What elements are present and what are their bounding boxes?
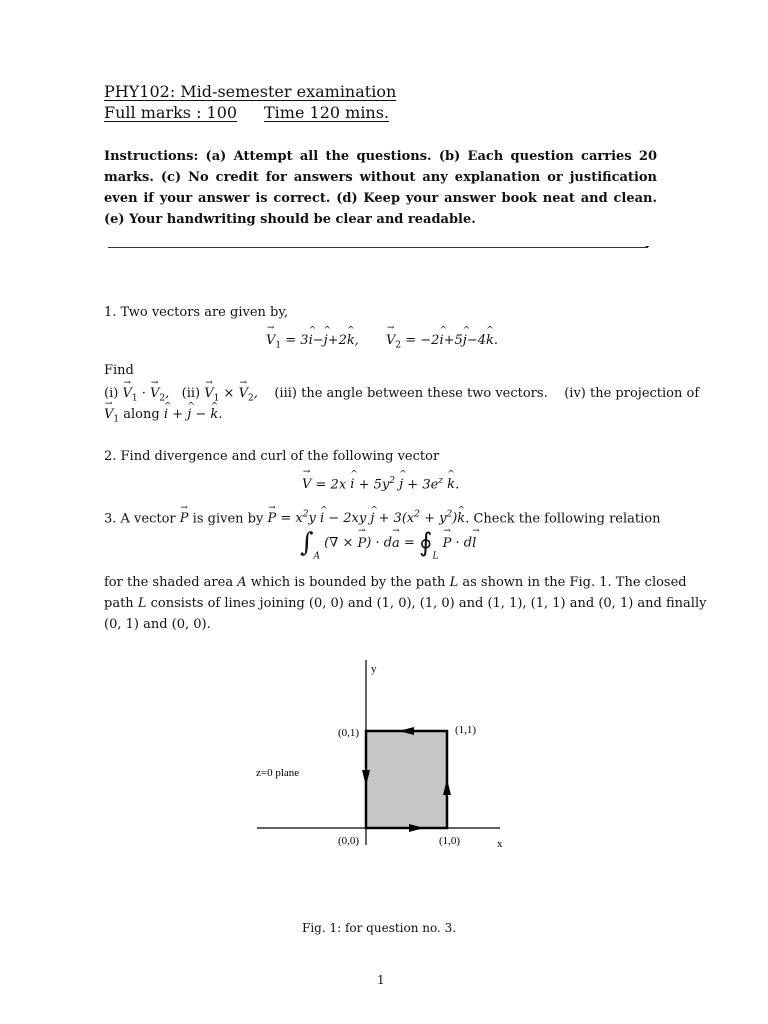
q1-parts-line: $(i) \to V_1$ · → $V_2$, $(ii) \to V_1$ × → $V_2$, (iii) the angle between these two vectors. (iv) the projection of [104, 383, 657, 410]
fig-label-00: (0,0) [338, 835, 360, 847]
fig-plane-label: z=0 plane [256, 767, 300, 779]
q1-projection-line: → $V_1$ along ^ i + ^ j − ^ k. [104, 404, 222, 431]
fig1-caption: Fig. 1: for question no. 3. [302, 921, 457, 935]
fig-label-11: (1,1) [455, 724, 477, 736]
divider-end: - [645, 239, 650, 254]
fig-x-label: x [497, 838, 503, 850]
q2-vector-equation: → V = 2x ^ $i + 5y^2$ ^ $j + 3e^z$ ^ k. [302, 476, 459, 492]
exam-title: PHY102: Mid-semester examination [104, 82, 397, 101]
q1-find: Find [104, 363, 134, 378]
fig-label-01: (0,1) [338, 727, 360, 739]
q1-part-i: (i) [104, 386, 119, 401]
q3-body-1b: which is bounded by the path [250, 575, 446, 590]
fig-label-10: (1,0) [439, 835, 461, 847]
q3-body-1c: as shown in the Fig. 1. The closed [462, 575, 687, 590]
q2-intro: 2. Find divergence and curl of the following vector [104, 449, 440, 464]
q3-body-line2: path L consists of lines joining (0, 0) and (1, 0), (1, 0) and (1, 1), (1, 1) and (0, 1) and finally [104, 596, 707, 611]
q1-intro: 1. Two vectors are given by, [104, 305, 289, 320]
q3-stokes-relation: $\int_A$ (∇ × → $P) \cdot d\to a = ∮_L \to P \cdot d\to l$ [300, 528, 476, 562]
q1-along: along [123, 407, 160, 422]
q3-intro-b: is given by [192, 511, 264, 527]
q1-part-iv: (iv) the projection of [564, 386, 700, 401]
q3-intro-line: 3. A vector → P is given by → $P = x^2y$ ^ i − 2xy ^ $j + 3(x^2$ + $y^2)\^{}$ k. Check the following relation [104, 505, 660, 529]
full-marks: Full marks : 100 [104, 103, 238, 122]
q1-part-iii: (iii) the angle between these two vectors. [274, 386, 548, 401]
q3-body-1a: for the shaded area [104, 575, 234, 590]
q3-intro-c: . Check the following relation [465, 511, 661, 527]
q1-vector-v1: → $V_1$ = 3^ i−^ j+2^ k, [266, 333, 359, 351]
q1-vector-v2: → $V_2$ = −2^ i+5^ j−4^ k. [386, 333, 498, 351]
exam-time: Time 120 mins. [264, 103, 390, 122]
page-number: 1 [377, 973, 385, 987]
fig-y-label: y [371, 663, 377, 675]
q3-body-line1: for the shaded area A which is bounded by the path L as shown in the Fig. 1. The closed [104, 575, 687, 590]
q1-part-ii: (ii) [181, 386, 201, 401]
shaded-area-square [366, 731, 447, 828]
q3-body-2a: path [104, 596, 134, 611]
instructions: Instructions: (a) Attempt all the questions. (b) Each question carries 20 marks. (c) No credit for answers without any explanation or justification even if your answer is correct. (d) Keep your answer book neat and clean. (e) Your handwriting should be clear and readable. [104, 149, 657, 227]
q3-body-2b: consists of lines joining (0, 0) and (1, 0), (1, 0) and (1, 1), (1, 1) and (0, 1) and finally [150, 596, 707, 611]
fig1-path-diagram [250, 655, 510, 855]
divider-line [108, 247, 648, 248]
q3-intro-a: 3. A vector [104, 511, 176, 527]
q3-body-line3: (0, 1) and (0, 0). [104, 617, 211, 632]
